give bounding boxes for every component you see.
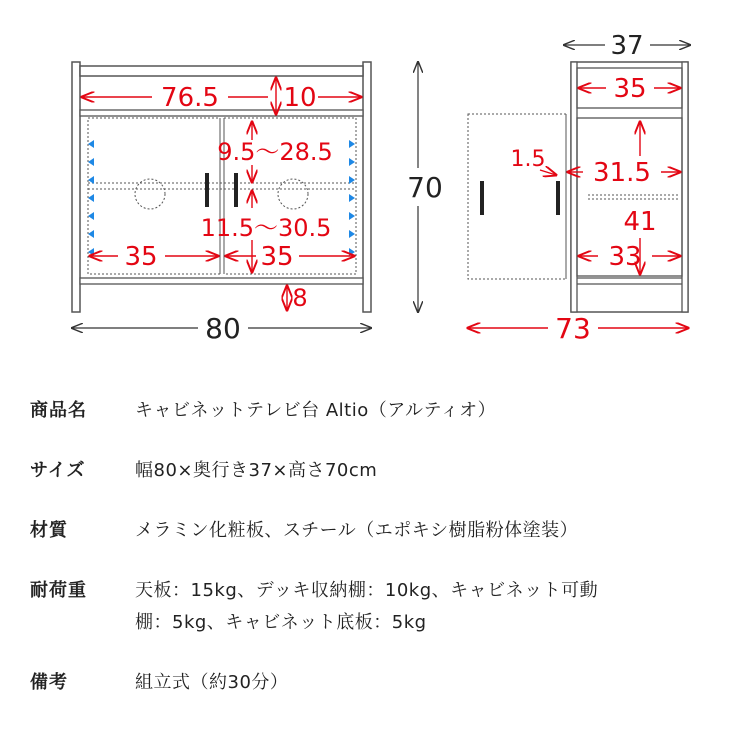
front-right-handle (234, 173, 238, 207)
label-right-cabinet: 35 (260, 242, 294, 272)
front-bottom-board (80, 278, 363, 284)
label-depth-with-door: 73 (555, 312, 591, 345)
spec-value-line: メラミン化粧板、スチール（エポキシ樹脂粉体塗装） (135, 520, 579, 541)
spec-label: 商品名 (30, 400, 87, 421)
spec-row-material (30, 515, 730, 547)
spec-label: 備考 (30, 672, 68, 693)
spec-value-line: 棚：5kg、キャビネット底板：5kg (135, 612, 427, 633)
front-top-board (80, 66, 363, 76)
front-right-post (363, 62, 371, 312)
side-door-handle-open (480, 181, 484, 215)
label-foot-height: 8 (292, 284, 308, 312)
front-left-handle (205, 173, 209, 207)
spec-value-line: 幅80×奥行き37×高さ70cm (135, 460, 378, 481)
spec-value (135, 395, 496, 427)
side-door-handle (556, 181, 560, 215)
label-width-total: 80 (205, 312, 241, 345)
spec-value-line: キャビネットテレビ台 Altio（アルティオ） (135, 400, 497, 421)
front-left-post (72, 62, 80, 312)
label-top-inner: 35 (613, 74, 647, 104)
label-shelf-depth: 31.5 (593, 158, 651, 188)
label-inner-height: 41 (623, 207, 657, 237)
spec-row-product-name (30, 395, 730, 427)
spec-value (135, 455, 377, 487)
dimension-diagram (0, 0, 750, 360)
label-height-total: 70 (407, 171, 443, 204)
side-view (468, 62, 688, 312)
label-depth-total: 37 (610, 31, 644, 61)
spec-label: サイズ (30, 460, 86, 481)
spec-value (135, 515, 578, 547)
label-door-offset: 1.5 (510, 147, 546, 172)
spec-value-line: 組立式（約30分） (135, 672, 289, 693)
spec-row-size (30, 455, 730, 487)
label-bottom-depth: 33 (608, 242, 642, 272)
spec-row-notes (30, 667, 730, 699)
front-view (72, 62, 371, 312)
spec-label: 材質 (30, 520, 68, 541)
label-top-gap: 10 (283, 83, 317, 113)
spec-value-line: 天板：15kg、デッキ収納棚：10kg、キャビネット可動 (135, 580, 599, 601)
spec-value (135, 667, 288, 699)
label-shelf-range-lower: 11.5〜30.5 (200, 214, 332, 242)
front-deck-shelf (80, 110, 363, 116)
label-inner-width: 76.5 (161, 83, 219, 113)
label-shelf-range-upper: 9.5〜28.5 (217, 138, 333, 166)
spec-value (135, 575, 598, 639)
spec-table (30, 395, 730, 727)
spec-row-load-capacity (30, 575, 730, 639)
spec-label: 耐荷重 (30, 580, 87, 601)
label-left-cabinet: 35 (124, 242, 158, 272)
